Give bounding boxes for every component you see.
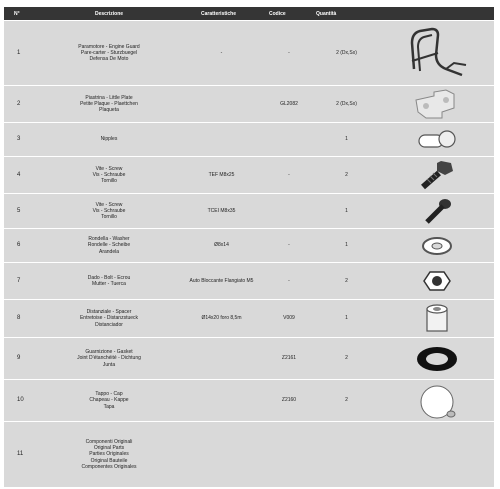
row-code: Z2160 xyxy=(281,397,297,404)
row-code: V009 xyxy=(283,315,295,322)
description-line: Tapa xyxy=(103,403,115,410)
parts-table xyxy=(4,7,494,487)
row-characteristics: Auto Bloccante Flangiato M5 xyxy=(189,277,254,284)
row-quantity: 1 xyxy=(345,136,348,143)
table-row xyxy=(4,193,494,228)
description-line: Vis - Schraube xyxy=(92,207,126,214)
nipple-icon xyxy=(379,126,494,154)
description-line: Vite - Screw xyxy=(95,165,123,172)
row-num xyxy=(4,397,39,403)
table-row xyxy=(4,379,494,421)
header-num: N° xyxy=(14,10,20,17)
row-code: - xyxy=(288,49,290,56)
row-quantity: 2 xyxy=(345,171,348,178)
table-row xyxy=(4,337,494,379)
description-line: Vis - Schraube xyxy=(92,171,126,178)
description-line: Defensa De Moto xyxy=(89,56,129,63)
table-row xyxy=(4,262,494,299)
row-num-text: 10 xyxy=(17,397,24,404)
description-line: Piastrina - Little Plate xyxy=(85,94,133,101)
washer-icon xyxy=(379,235,494,257)
row-characteristics: Ø8x14 xyxy=(214,242,229,249)
description-line: Mutter - Tuerca xyxy=(92,281,126,287)
plate-icon xyxy=(379,88,494,120)
row-quantity: 1 xyxy=(345,315,348,322)
description-line: Distanciador xyxy=(95,321,123,328)
description-line: Chapeau - Kappe xyxy=(89,397,129,404)
row-quantity: 2 (Dx,Sx) xyxy=(336,100,357,107)
row-characteristics: TEF M8x25 xyxy=(208,171,235,178)
allen-screw-icon xyxy=(379,196,494,226)
table-row xyxy=(4,299,494,337)
description-line: Tappo - Cap xyxy=(95,391,123,398)
row-characteristics: - xyxy=(220,49,223,56)
row-description xyxy=(39,166,179,185)
description-line: Paramotore - Engine Guard xyxy=(78,43,140,50)
row-description xyxy=(39,275,179,288)
description-line: Arandela xyxy=(98,248,119,255)
header-code: Codice xyxy=(269,10,286,17)
table-body xyxy=(4,20,494,487)
row-description xyxy=(39,202,179,221)
row-description xyxy=(39,236,179,255)
row-num-text: 7 xyxy=(17,277,21,284)
row-num xyxy=(4,355,39,361)
row-description xyxy=(39,136,179,142)
row-num xyxy=(4,101,39,107)
table-header xyxy=(4,7,494,20)
row-description xyxy=(39,439,179,470)
description-line: Rondella - Washer xyxy=(88,236,130,243)
gasket-icon xyxy=(379,344,494,374)
row-quantity: 2 (Dx,Sx) xyxy=(336,49,357,56)
description-line: Original Parts xyxy=(93,445,125,452)
row-quantity: 2 xyxy=(345,397,348,404)
row-characteristics: Ø14x20 foro 8,5m xyxy=(201,315,242,322)
description-line: Tornillo xyxy=(101,214,117,221)
header-characteristics: Caratteristiche xyxy=(201,10,237,17)
row-code: - xyxy=(288,171,290,178)
row-code: - xyxy=(288,242,290,249)
nut-icon xyxy=(379,268,494,294)
header-description: Descrizione xyxy=(95,10,124,17)
cap-icon xyxy=(379,382,494,420)
description-line: Componenti Originali xyxy=(85,438,133,445)
description-line: Original Bauteile xyxy=(90,457,128,464)
row-num-text: 3 xyxy=(17,136,21,143)
row-num xyxy=(4,172,39,178)
description-line: Guarnizione - Gasket xyxy=(85,349,133,356)
row-description xyxy=(39,391,179,410)
spacer-icon xyxy=(379,303,494,335)
table-row xyxy=(4,156,494,193)
table-row xyxy=(4,228,494,262)
row-quantity: 2 xyxy=(345,355,348,362)
description-line: Distanziale - Spacer xyxy=(86,309,132,316)
row-quantity: 1 xyxy=(345,242,348,249)
table-row xyxy=(4,122,494,156)
header-quantity: Quantità xyxy=(316,10,337,17)
row-code: - xyxy=(288,277,290,284)
row-num-text: 1 xyxy=(17,49,21,56)
row-num-text: 6 xyxy=(17,242,21,249)
row-num-text: 4 xyxy=(17,171,21,178)
row-num xyxy=(4,242,39,248)
row-num xyxy=(4,278,39,284)
row-quantity: 2 xyxy=(345,277,348,284)
row-code: GL2082 xyxy=(280,100,298,107)
row-description xyxy=(39,349,179,368)
row-code: Z2161 xyxy=(281,355,297,362)
description-line: Tornillo xyxy=(101,178,117,185)
row-num xyxy=(4,136,39,142)
description-line: Dado - Bolt - Ecrou xyxy=(87,274,131,281)
description-line: Joint D'étanchéité - Dichtung xyxy=(77,355,141,362)
description-line: Nipples xyxy=(100,136,118,143)
description-line: Plaqueta xyxy=(99,107,119,114)
row-num-text: 2 xyxy=(17,100,21,107)
row-description xyxy=(39,309,179,328)
row-description xyxy=(39,44,179,63)
description-line: Pare-carter - Sturzbuegel xyxy=(80,49,138,56)
row-num-text: 5 xyxy=(17,207,21,214)
row-num xyxy=(4,315,39,321)
row-num xyxy=(4,451,39,457)
row-num xyxy=(4,208,39,214)
description-line: Componentes Originales xyxy=(81,463,137,470)
table-row xyxy=(4,421,494,487)
row-num-text: 8 xyxy=(17,315,21,322)
row-description xyxy=(39,95,179,114)
description-line: Petite Plaque - Plaettchen xyxy=(80,100,138,107)
description-line: Junta xyxy=(102,361,116,368)
description-line: Entretoise - Distanzstueck xyxy=(79,315,139,322)
row-num-text: 9 xyxy=(17,355,21,362)
engine-guard-icon xyxy=(379,25,494,81)
row-quantity: 1 xyxy=(345,207,348,214)
row-num-text: 11 xyxy=(17,451,24,458)
row-characteristics: TCEI M8x35 xyxy=(207,207,236,214)
row-num xyxy=(4,50,39,56)
table-row xyxy=(4,85,494,122)
description-line: Parties Originales xyxy=(89,451,129,458)
description-line: Rondelle - Scheibe xyxy=(87,242,131,249)
hex-screw-icon xyxy=(379,159,494,191)
table-row xyxy=(4,20,494,85)
description-line: Vite - Screw xyxy=(95,201,123,208)
